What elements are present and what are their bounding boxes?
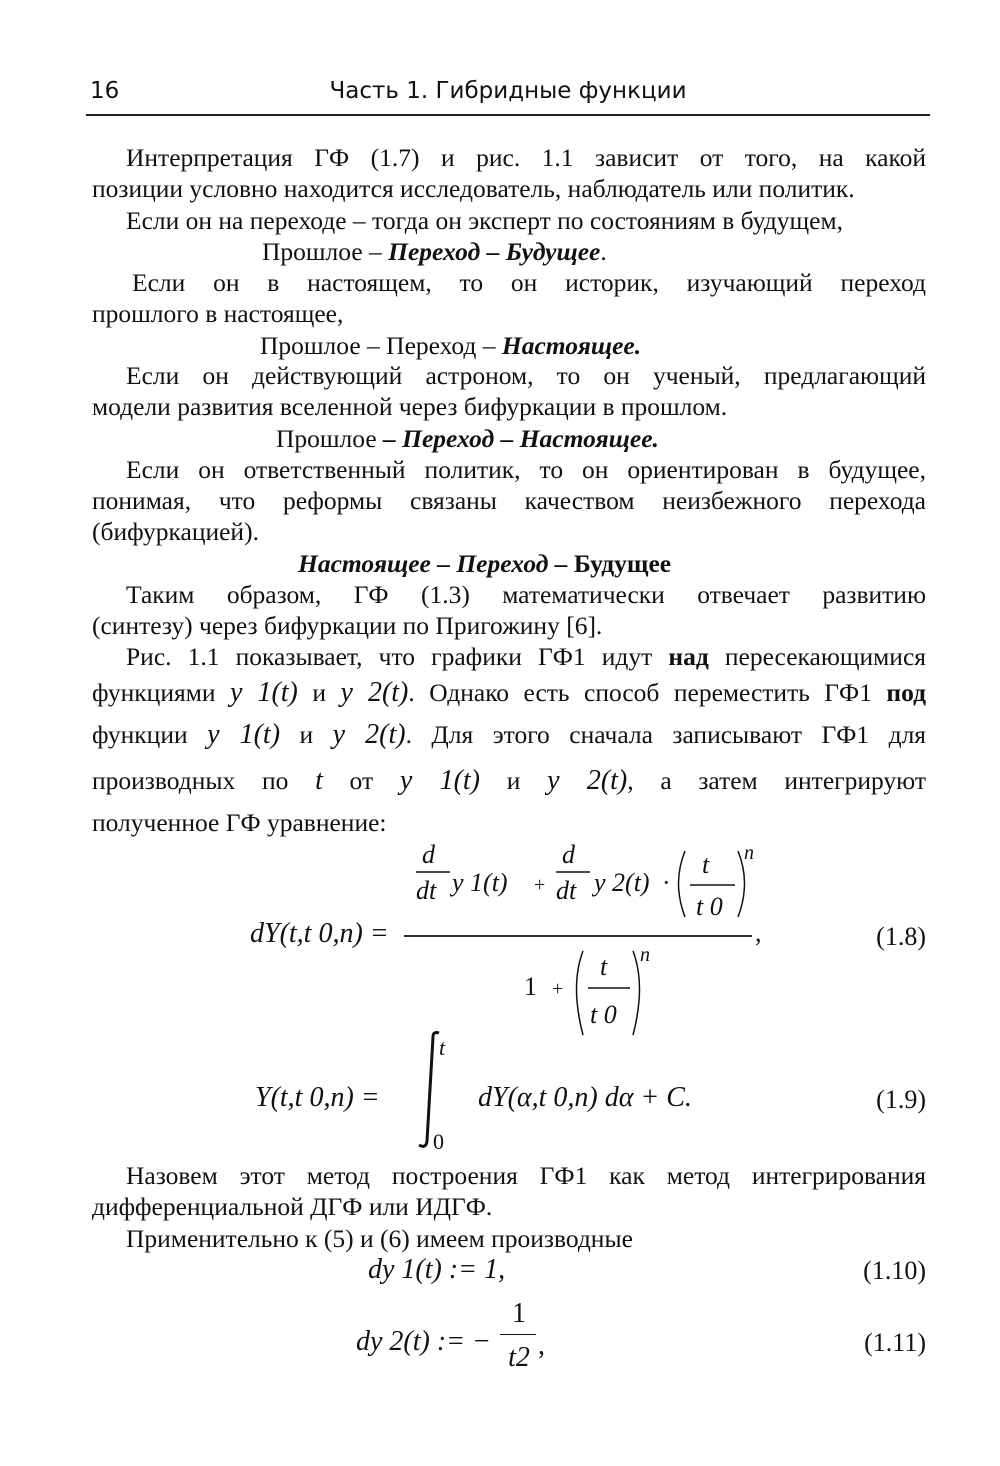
paragraph-line: Если он на переходе – тогда он эксперт по состояниям в будущем, — [126, 206, 844, 235]
paragraph-line: Если он действующий астроном, то он ученый, предлагающий — [126, 361, 926, 390]
scheme-emphasis: Настоящее – Переход – — [298, 549, 568, 578]
text: функции — [92, 720, 208, 749]
paragraph-line — [92, 642, 926, 671]
eq8-comma: , — [755, 918, 762, 947]
paragraph-line: дифференциальной ДГФ или ИДГФ. — [92, 1192, 493, 1221]
eq11-numerator: 1 — [512, 1298, 526, 1329]
paragraph-line: полученное ГФ уравнение: — [92, 808, 387, 837]
text: Рис. 1.1 показывает, что графики ГФ1 идут — [126, 642, 669, 671]
text-emphasis: над — [668, 642, 709, 671]
eq8-dot: · — [662, 868, 671, 897]
eq8-n-den: n — [640, 944, 650, 966]
eq8-t: t — [702, 850, 710, 879]
paragraph-line: Таким образом, ГФ (1.3) математически отвечает развитию — [126, 580, 926, 609]
paragraph-line: Если он в настоящем, то он историк, изучающий переход — [132, 268, 926, 297]
scheme-emphasis: Переход – Будущее — [388, 237, 601, 266]
scheme-politician — [298, 549, 898, 578]
text: пересекающимися — [708, 642, 926, 671]
math-y2: y 2(t) — [547, 765, 628, 796]
eq-number: (1.9) — [876, 1085, 926, 1114]
paragraph-line: прошлого в настоящее, — [92, 299, 344, 328]
math-y1: y 1(t) — [207, 719, 281, 750]
eq8-one: 1 — [524, 972, 537, 1001]
paragraph-line — [92, 720, 926, 749]
eq8-t0-den: t 0 — [590, 1000, 617, 1029]
eq8-y1t: y 1(t) — [452, 868, 508, 897]
eq8-fraction — [400, 835, 780, 1055]
text: и — [299, 720, 314, 749]
eq-number: (1.11) — [864, 1328, 926, 1357]
paragraph-line — [92, 766, 926, 795]
paragraph-line: (синтезу) через бифуркации по Пригожину [6]. — [92, 611, 603, 640]
paragraph-line — [92, 678, 926, 707]
scheme-text: . — [600, 237, 607, 266]
scheme-astronomer — [276, 424, 876, 453]
eq11-denominator: t2 — [508, 1342, 530, 1373]
scheme-emphasis: Настоящее. — [501, 331, 642, 360]
page-number: 16 — [90, 78, 120, 104]
paragraph-line: модели развития вселенной через бифуркации в прошлом. — [92, 392, 728, 421]
eq8-dt: dt — [416, 876, 437, 905]
integral-upper: t — [439, 1035, 446, 1060]
eq11-fraction-bar — [500, 1334, 536, 1335]
math-y2: y 2(t) — [340, 677, 409, 708]
scheme-emphasis: – Переход – Настоящее. — [383, 424, 659, 453]
text: , а затем интегрируют — [627, 766, 927, 795]
text: . Однако есть способ переместить ГФ1 — [408, 678, 887, 707]
integral-sign — [405, 1025, 465, 1155]
scheme-text: Будущее — [567, 549, 672, 578]
math-t: t — [315, 765, 323, 796]
text: от — [349, 766, 374, 795]
eq8-d2: d — [562, 840, 575, 869]
paragraph-line: Назовем этот метод построения ГФ1 как метод интегрирования — [126, 1161, 926, 1190]
eq8-plus: + — [534, 874, 546, 896]
eq8-y2t: y 2(t) — [594, 868, 650, 897]
text: и — [297, 678, 341, 707]
eq8-plus2: + — [552, 978, 564, 1000]
text: . Для этого сначала записывают ГФ1 для — [405, 720, 927, 749]
text-emphasis: под — [886, 678, 927, 707]
running-header — [86, 74, 930, 116]
scheme-text: Прошлое – — [262, 237, 389, 266]
eq9-body: dY(α,t 0,n) dα + C. — [478, 1082, 692, 1113]
paragraph-line: позиции условно находится исследователь, наблюдатель или политик. — [92, 174, 855, 203]
paragraph-line: (бифуркацией). — [92, 517, 259, 546]
eq8-d: d — [422, 840, 435, 869]
math-y2: y 2(t) — [332, 719, 406, 750]
text: производных по — [92, 766, 316, 795]
scheme-text: Прошлое – Переход – — [260, 331, 502, 360]
eq11-comma: , — [538, 1330, 545, 1361]
scheme-text: Прошлое — [276, 424, 384, 453]
integral-lower: 0 — [433, 1129, 444, 1154]
eq8-n: n — [744, 842, 754, 864]
eq8-t-den: t — [600, 952, 608, 981]
paragraph-line: Интерпретация ГФ (1.7) и рис. 1.1 зависит от того, на какой — [126, 143, 926, 172]
chapter-title: Часть 1. Гибридные функции — [329, 78, 687, 104]
eq8-t0: t 0 — [696, 892, 723, 921]
paragraph-line: Если он ответственный политик, то он ориентирован в будущее, — [126, 455, 926, 484]
eq-number: (1.8) — [876, 922, 926, 951]
text: функциями — [92, 678, 230, 707]
eq8-lhs: dY(t,t 0,n) = — [250, 918, 389, 949]
paragraph-line: понимая, что реформы связаны качеством неизбежного перехода — [92, 486, 926, 515]
text: и — [506, 766, 521, 795]
scheme-future — [262, 237, 862, 266]
math-y1: y 1(t) — [399, 765, 480, 796]
eq9-lhs: Y(t,t 0,n) = — [255, 1082, 380, 1113]
paragraph-line: Применительно к (5) и (6) имеем производные — [126, 1224, 633, 1253]
eq8-dt2: dt — [556, 876, 577, 905]
eq11-lhs: dy 2(t) := − — [356, 1326, 491, 1357]
eq10: dy 1(t) := 1, — [368, 1254, 506, 1285]
math-y1: y 1(t) — [229, 677, 298, 708]
eq-number: (1.10) — [863, 1256, 926, 1285]
scheme-present — [260, 331, 860, 360]
